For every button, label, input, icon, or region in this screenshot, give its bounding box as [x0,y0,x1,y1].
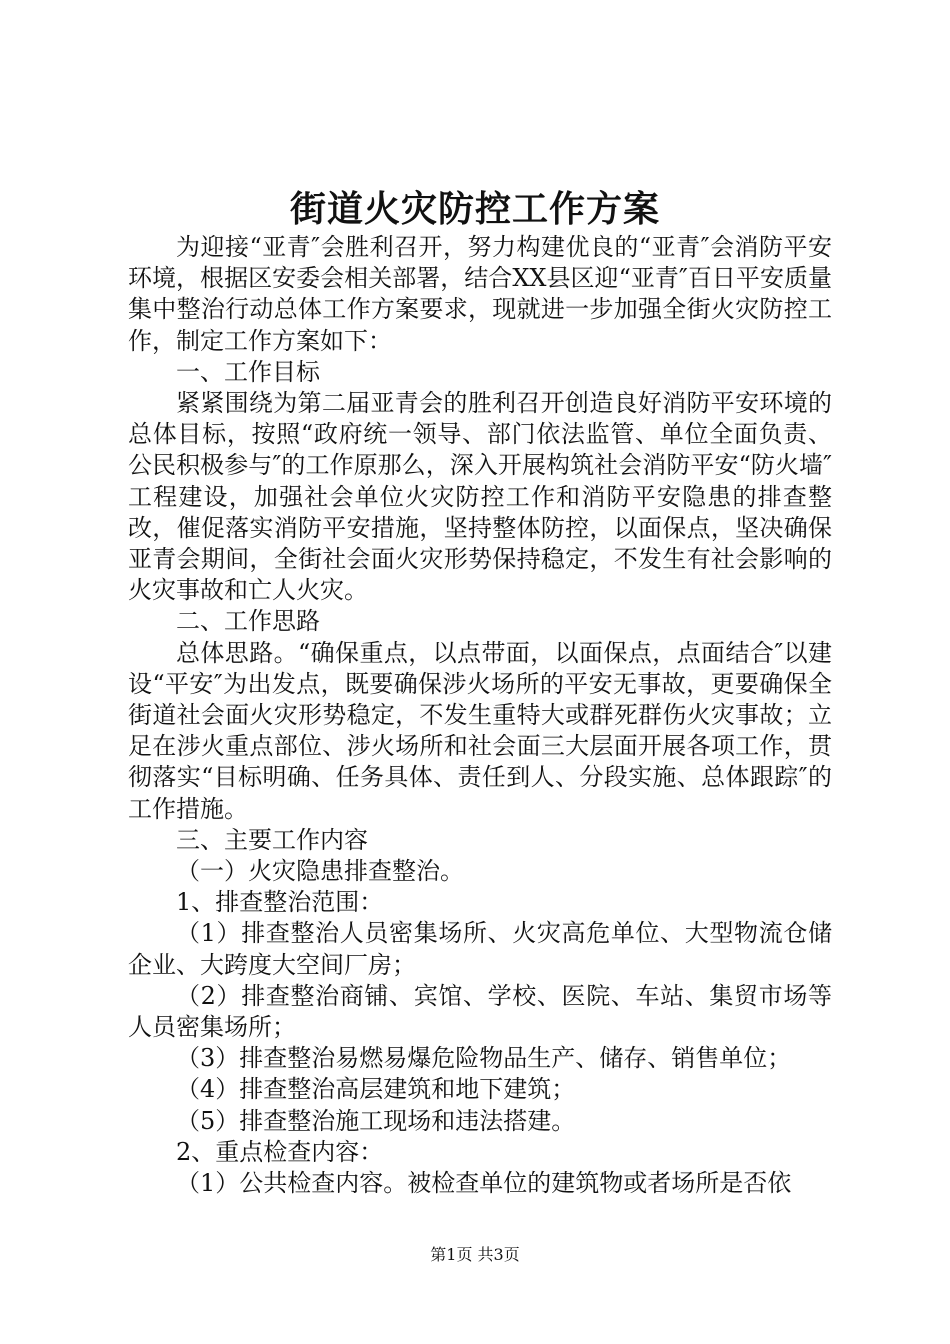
document-body [128,232,832,1199]
scope-item-2: （2）排查整治商铺、宾馆、学校、医院、车站、集贸市场等人员密集场所； [128,981,832,1042]
scope-item-1: （1）排查整治人员密集场所、火灾高危单位、大型物流仓储企业、大跨度大空间厂房； [128,919,832,979]
page-footer: 第1页 共3页 [430,1245,520,1264]
item-heading-inspection: 2、重点检查内容： [176,1137,384,1166]
inspection-item-1: （1）公共检查内容。被检查单位的建筑物或者场所是否依 [176,1169,792,1198]
approach-paragraph: 总体思路。“确保重点，以点带面，以面保点，点面结合″以建设“平安″为出发点，既要确保涉火场所的平安无事故，更要确保全街道社会面火灾形势稳定，不发生重特大或群死群伤火灾事故；立足在涉火重点部位、涉火场所和社会面三大层面开展各项工作，贯彻落实“目标明确、任务具体、责任到人、分段实施、总体跟踪″的工作措施。 [128,638,832,823]
section-heading-goals: 一、工作目标 [176,357,320,386]
section-heading-approach: 二、工作思路 [176,607,320,636]
intro-paragraph: 为迎接“亚青″会胜利召开，努力构建优良的“亚青″会消防平安环境，根据区安委会相关部署，结合XX县区迎“亚青″百日平安质量集中整治行动总体工作方案要求，现就进一步加强全街火灾防控工作，制定工作方案如下： [128,233,832,355]
scope-item-5: （5）排查整治施工现场和违法搭建。 [176,1106,576,1135]
scope-item-4: （4）排查整治高层建筑和地下建筑； [176,1075,576,1104]
subsection-heading-hazard: （一）火灾隐患排查整治。 [176,857,464,886]
goals-paragraph: 紧紧围绕为第二届亚青会的胜利召开创造良好消防平安环境的总体目标，按照“政府统一领导、部门依法监管、单位全面负责、公民积极参与″的工作原那么，深入开展构筑社会消防平安“防火墙″工程建设，加强社会单位火灾防控工作和消防平安隐患的排查整改，催促落实消防平安措施，坚持整体防控，以面保点，坚决确保亚青会期间，全街社会面火灾形势保持稳定，不发生有社会影响的火灾事故和亡人火灾。 [128,389,832,605]
document-title: 街道火灾防控工作方案 [289,188,660,230]
scope-item-3: （3）排查整治易燃易爆危险物品生产、储存、销售单位； [176,1044,792,1073]
section-heading-main-work: 三、主要工作内容 [176,825,368,854]
item-heading-scope: 1、排查整治范围： [176,888,384,917]
